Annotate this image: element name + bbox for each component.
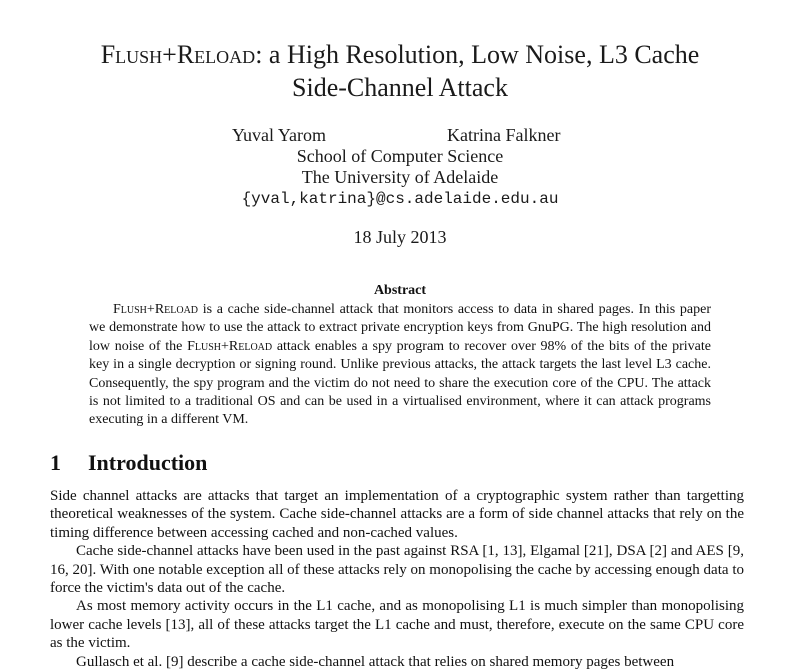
section-heading	[50, 450, 207, 476]
abstract-plus-1: +	[146, 302, 155, 317]
title-reload: Reload	[176, 40, 256, 69]
affiliation-university: The University of Adelaide	[301, 167, 499, 187]
intro-paragraph-2: Cache side-channel attacks have been used in the past against RSA [1, 13], Elgamal [21], DSA [2] and AES [9, 16, 20]. With one notable exception all of these attacks rely on monopolising the cache by accessing enough data to force the victim's data out of the cache.	[50, 543, 744, 597]
abstract-flush-2: Flush	[187, 338, 221, 354]
affiliation-school: School of Computer Science	[296, 146, 504, 166]
author-email: {yval,katrina}@cs.adelaide.edu.au	[241, 190, 559, 208]
abstract-heading: Abstract	[373, 283, 427, 298]
abstract-flush-1: Flush	[113, 302, 147, 317]
paper-title	[0, 38, 800, 104]
intro-paragraph-4: Gullasch et al. [9] describe a cache side-channel attack that relies on shared memory pages between	[76, 653, 675, 670]
title-flush: Flush	[100, 40, 163, 69]
author-1: Yuval Yarom	[232, 125, 327, 145]
title-line-1-rest: : a High Resolution, Low Noise, L3 Cache	[255, 40, 700, 69]
abstract-reload-1: Reload	[154, 302, 199, 317]
title-line-1	[0, 38, 800, 71]
abstract-reload-2: Reload	[228, 338, 273, 354]
author-2: Katrina Falkner	[447, 125, 561, 145]
title-line-2: Side-Channel Attack	[292, 73, 508, 102]
abstract-plus-2: +	[220, 338, 229, 354]
section-body	[50, 487, 744, 671]
intro-paragraph-3: As most memory activity occurs in the L1 cache, and as monopolising L1 is much simpler than monopolising lower cache levels [13], all of these attacks target the L1 cache and must, therefore, execute on the same CPU core as the victim.	[50, 598, 744, 652]
section-title: Introduction	[88, 450, 208, 475]
title-plus: +	[162, 40, 177, 69]
intro-paragraph-1: Side channel attacks are attacks that target an implementation of a cryptographic system rather than targetting theoretical weaknesses of the system. Cache side-channel attacks are a form of side channel attacks that rely on the timing difference between accessing cached and non-cached values.	[50, 488, 744, 541]
abstract-body	[89, 301, 711, 430]
section-number: 1	[50, 450, 61, 475]
paper-date: 18 July 2013	[353, 227, 447, 247]
abstract-text-1: is a cache side-channel attack that monitors access to data in shared pages. In this paper we demonstrate how to use the attack to extract private encryption keys from GnuPG. The high resolution and low noise of the	[89, 302, 711, 354]
abstract-text-2: attack enables a spy program to recover over 98% of the bits of the private key in a single decryption or signing round. Unlike previous attacks, the attack targets the last level L3 cache. Consequently, the spy program and the victim do not need to share the execution core of the CPU. The attack is not limited to a traditional OS and can be used in a virtualised environment, where it can attack programs executing in a different VM.	[89, 338, 711, 428]
